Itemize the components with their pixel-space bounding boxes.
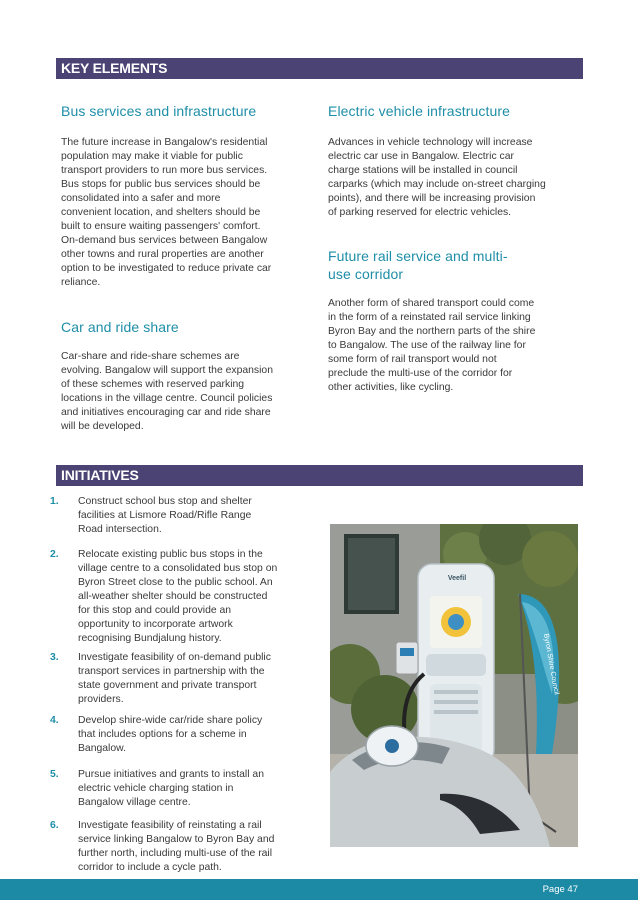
text-line: convenient location, and shelters should be	[61, 207, 261, 218]
text-line: charge stations will be installed in council	[328, 165, 518, 176]
text-line: of parking reserved for electric vehicles.	[328, 207, 512, 218]
initiative-text	[78, 651, 310, 707]
footer-bar	[0, 879, 638, 900]
text-line: Road intersection.	[78, 524, 162, 535]
text-line: opportunity to incorporate artwork	[78, 619, 233, 630]
initiative-number: 2.	[50, 549, 59, 560]
text-line: Byron Street close to the public school. An	[78, 577, 273, 588]
initiative-number: 4.	[50, 715, 59, 726]
text-line: in the form of a reinstated rail service linking	[328, 312, 531, 323]
text-line: Develop shire-wide car/ride share policy	[78, 715, 263, 726]
text-line: Byron Bay and the northern parts of the shire	[328, 326, 536, 337]
rail-corridor-title	[328, 247, 508, 283]
text-line: will be developed.	[61, 421, 144, 432]
text-line: The future increase in Bangalow's residential	[61, 137, 268, 148]
text-line: Investigate feasibility of on-demand public	[78, 652, 271, 663]
text-line: corridor to include a cycle path.	[78, 862, 222, 873]
text-line: service linking Bangalow to Byron Bay and	[78, 834, 275, 845]
banner-label: Byron Shire Council	[542, 633, 560, 696]
sun-emblem-center	[448, 614, 464, 630]
text-line: other activities, like cycling.	[328, 382, 454, 393]
text-line: further north, including multi-use of the rail	[78, 848, 273, 859]
charger-brand-label: Veefil	[447, 575, 467, 582]
initiative-text	[78, 714, 310, 756]
grille-line	[434, 700, 478, 704]
text-line: state government and private transport	[78, 680, 257, 691]
text-line: Another form of shared transport could come	[328, 298, 535, 309]
initiative-number: 3.	[50, 652, 59, 663]
text-line: providers.	[78, 694, 124, 705]
rail-corridor-paragraph	[328, 297, 583, 395]
text-line: to Bangalow. The use of the railway line for	[328, 340, 526, 351]
page-number: Page 47	[542, 884, 578, 895]
text-line: Bangalow village centre.	[78, 797, 191, 808]
text-line: preclude the multi-use of the corridor for	[328, 368, 513, 379]
info-sign-label	[400, 648, 414, 656]
initiative-text	[78, 819, 310, 875]
text-line: electric car use in Bangalow. Electric car	[328, 151, 514, 162]
foliage	[522, 531, 578, 587]
text-line: other towns and rural properties are another	[61, 249, 264, 260]
info-sign	[396, 642, 418, 674]
text-line: electric vehicle charging station in	[78, 783, 234, 794]
text-line: that includes options for a scheme in	[78, 729, 247, 740]
text-line: consolidated into a safer and more	[61, 193, 221, 204]
ev-charger-illustration	[330, 524, 578, 847]
text-line: village centre to a consolidated bus stop on	[78, 563, 278, 574]
text-line: all-weather shelter should be constructed	[78, 591, 268, 602]
text-line: carparks (which may include on-street charging	[328, 179, 546, 190]
initiative-number: 5.	[50, 769, 59, 780]
text-line: for this stop and could provide an	[78, 605, 232, 616]
car-share-title: Car and ride share	[61, 319, 179, 335]
text-line: built to ensure waiting passengers' comfort.	[61, 221, 261, 232]
grille-line	[434, 710, 478, 714]
text-line: Pursue initiatives and grants to install an	[78, 769, 264, 780]
text-line: recognising Bundjalung history.	[78, 633, 222, 644]
text-line: evolving. Bangalow will support the expansion	[61, 365, 273, 376]
text-line: Investigate feasibility of reinstating a rail	[78, 820, 262, 831]
bus-services-paragraph	[61, 136, 311, 290]
text-line: of these schemes with reserved parking	[61, 379, 245, 390]
text-line: some form of rail transport would not	[328, 354, 497, 365]
car-share-paragraph	[61, 350, 311, 434]
initiative-number: 6.	[50, 820, 59, 831]
ev-infrastructure-title: Electric vehicle infrastructure	[328, 103, 511, 119]
initiative-text	[78, 768, 310, 810]
text-line: Car-share and ride-share schemes are	[61, 351, 240, 362]
charger-panel	[426, 654, 486, 676]
ev-infrastructure-paragraph	[328, 136, 583, 220]
text-line: transport providers to run more bus services.	[61, 165, 268, 176]
text-line: option to be investigated to reduce private car	[61, 263, 272, 274]
text-line: Construct school bus stop and shelter	[78, 496, 252, 507]
title-line: use corridor	[328, 266, 404, 282]
text-line: On-demand bus services between Bangalow	[61, 235, 268, 246]
text-line: and initiatives encouraging car and ride share	[61, 407, 271, 418]
initiative-number: 1.	[50, 496, 59, 507]
text-line: facilities at Lismore Road/Rifle Range	[78, 510, 252, 521]
initiative-text	[78, 495, 310, 537]
text-line: Bangalow.	[78, 743, 126, 754]
bus-services-title: Bus services and infrastructure	[61, 103, 257, 119]
title-line: Future rail service and multi-	[328, 248, 508, 264]
text-line: reliance.	[61, 277, 101, 288]
text-line: points), and there will be increasing provision	[328, 193, 536, 204]
car-logo	[385, 739, 399, 753]
text-line: locations in the village centre. Council policies	[61, 393, 273, 404]
grille-line	[434, 690, 478, 694]
initiatives-heading: INITIATIVES	[56, 465, 583, 486]
window-pane	[348, 538, 395, 610]
text-line: population may make it viable for public	[61, 151, 243, 162]
text-line: transport services in partnership with the	[78, 666, 265, 677]
key-elements-heading: KEY ELEMENTS	[56, 58, 583, 79]
text-line: Bus stops for public bus services should be	[61, 179, 261, 190]
initiative-text	[78, 548, 310, 646]
text-line: Relocate existing public bus stops in the	[78, 549, 263, 560]
text-line: Advances in vehicle technology will increase	[328, 137, 533, 148]
ev-charger-photo	[330, 524, 578, 847]
